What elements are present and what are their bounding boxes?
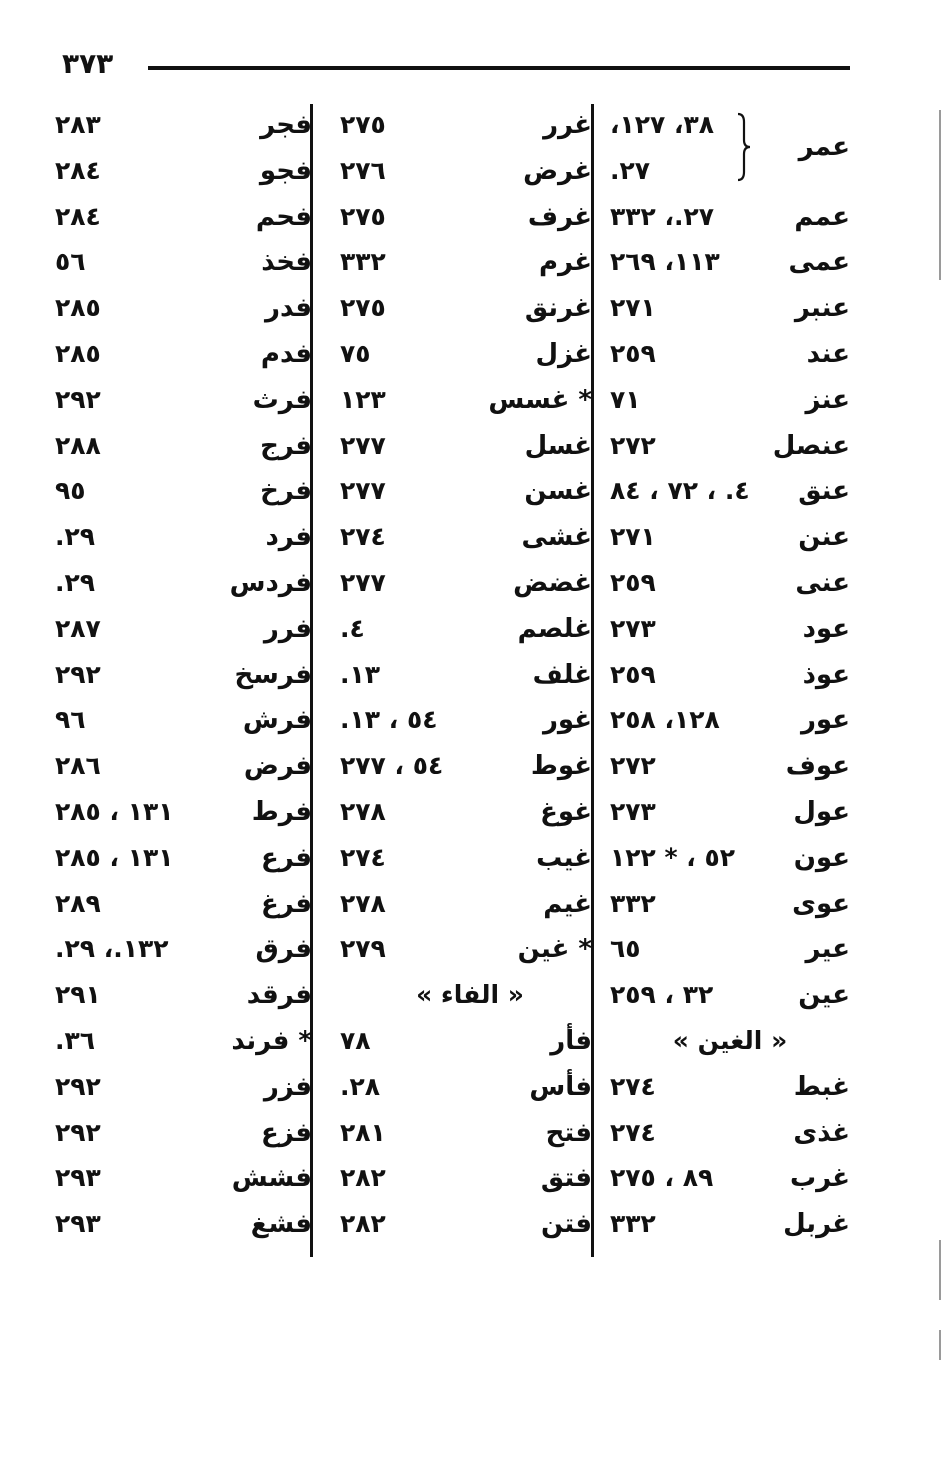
entry-word: فرخ: [260, 476, 312, 507]
index-entry: [340, 241, 600, 287]
index-entry: [55, 425, 320, 471]
entry-page-numbers: ٢٩٢: [55, 1071, 101, 1101]
index-entry: [55, 104, 320, 150]
index-entry: [610, 1066, 850, 1112]
entry-word: فزر: [263, 1071, 312, 1102]
entry-word: فرث: [252, 384, 312, 415]
entry-word: عند: [806, 338, 850, 369]
entry-word: عمر: [798, 132, 850, 162]
entry-page-numbers: ٢٧٨: [340, 796, 386, 826]
scan-edge-mark: [939, 1330, 941, 1360]
entry-word: فرط: [251, 796, 312, 827]
entry-page-numbers: ٧٥: [340, 338, 371, 368]
index-entry: [55, 379, 320, 425]
index-entry: [55, 287, 320, 333]
section-heading-row: [610, 1020, 850, 1066]
entry-word: فجو: [259, 155, 312, 186]
entry-page-numbers: ٥٤ ، ١٣.: [340, 705, 438, 735]
entry-word: غسن: [524, 476, 592, 507]
entry-page-numbers: ٢٨٦: [55, 751, 101, 781]
entry-word: عود: [802, 613, 850, 644]
index-entry: [55, 1020, 320, 1066]
entry-page-numbers: ٢٥٩: [610, 338, 656, 368]
index-entry: [55, 196, 320, 242]
section-heading: « الغين »: [672, 1025, 788, 1055]
entry-word: غيم: [543, 888, 592, 919]
index-entry: [340, 333, 600, 379]
entry-page-numbers: ١٣٢.، ٢٩.: [55, 934, 169, 964]
entry-word: فشش: [231, 1163, 312, 1194]
entry-word: غرر: [543, 110, 592, 140]
entry-word: فتق: [540, 1163, 592, 1194]
index-entry: [610, 287, 850, 333]
index-entry: [610, 196, 850, 242]
entry-page-numbers: ٧١: [610, 384, 641, 414]
entry-word: غرم: [539, 247, 592, 278]
entry-page-numbers: ٢٧٣: [610, 796, 656, 826]
entry-word: غوط: [530, 751, 592, 782]
index-entry: [340, 287, 600, 333]
entry-page-numbers: ٢٨٢: [340, 1163, 386, 1193]
entry-page-numbers: ٢٩.: [55, 567, 96, 597]
index-entry: [55, 928, 320, 974]
entry-page-numbers: ٢٨١: [340, 1117, 386, 1147]
index-entry: [610, 974, 850, 1020]
entry-page-numbers: ١٢٨، ٢٥٨: [610, 705, 720, 735]
index-entry: [55, 974, 320, 1020]
entry-word: فزع: [261, 1117, 312, 1148]
entry-page-numbers: ٤.: [340, 613, 365, 643]
entry-word: غزل: [535, 338, 592, 369]
index-entry: [55, 837, 320, 883]
entry-page-numbers: ٢٧٦: [340, 155, 386, 185]
entry-word: عين: [798, 980, 850, 1011]
index-entry: [610, 333, 850, 379]
index-entry: [610, 928, 850, 974]
entry-word: غرنق: [524, 293, 592, 324]
entry-word: فرسخ: [234, 659, 312, 690]
index-entry: [340, 1066, 600, 1112]
entry-word: عوى: [792, 888, 850, 919]
entry-word: فرق: [255, 934, 312, 965]
entry-page-numbers-continued: ٢٧.: [610, 156, 651, 185]
entry-word: غرض: [523, 155, 592, 186]
index-entry: [55, 150, 320, 196]
entry-word: غربل: [783, 1209, 850, 1240]
index-entry: [340, 470, 600, 516]
index-entry: [610, 104, 850, 196]
index-entry: [340, 791, 600, 837]
entry-page-numbers: ٢٥٩: [610, 659, 656, 689]
entry-word: * فرند: [231, 1025, 312, 1056]
entry-page-numbers: ٥٤ ، ٢٧٧: [340, 751, 444, 781]
entry-page-numbers: ٢٧٤: [610, 1117, 656, 1147]
entry-word: عنصل: [772, 430, 850, 461]
header-rule: [148, 66, 850, 70]
entry-page-numbers: ٢٧٤: [340, 842, 386, 872]
index-entry: [55, 745, 320, 791]
entry-word: فجر: [260, 110, 312, 140]
index-entry: [610, 883, 850, 929]
index-entry: [610, 1157, 850, 1203]
index-entry: [610, 1112, 850, 1158]
index-entry: [610, 1203, 850, 1249]
entry-page-numbers: ٢٧٧: [340, 567, 386, 597]
section-heading-row: [340, 974, 600, 1020]
index-entry: [340, 1020, 600, 1066]
index-entry: [55, 608, 320, 654]
entry-page-numbers: ٢٩٢: [55, 659, 101, 689]
index-entry: [340, 379, 600, 425]
entry-page-numbers: ٢٧٥: [340, 110, 386, 139]
entry-page-numbers: ٢٩٣: [55, 1163, 101, 1193]
entry-page-numbers: ١١٣، ٢٦٩: [610, 247, 720, 277]
index-entry: [55, 1066, 320, 1112]
entry-word: عون: [793, 842, 850, 873]
entry-page-numbers: ٢٧٥: [340, 201, 386, 231]
index-entry: [610, 699, 850, 745]
index-entry: [340, 928, 600, 974]
page-number: ٣٧٣: [62, 47, 114, 80]
entry-page-numbers: ٢٩٢: [55, 1117, 101, 1147]
index-entry: [55, 516, 320, 562]
section-heading: « الفاء »: [416, 980, 524, 1010]
index-entry: [340, 425, 600, 471]
entry-word: فتح: [545, 1117, 592, 1148]
entry-word: فحم: [255, 201, 312, 232]
index-entry: [340, 654, 600, 700]
entry-page-numbers: ٣٣٢: [610, 1209, 656, 1239]
entry-word: عنن: [798, 522, 850, 553]
entry-word: فشغ: [250, 1209, 312, 1240]
entry-word: فرغ: [261, 888, 312, 919]
index-entry: [340, 1203, 600, 1249]
index-entry: [340, 608, 600, 654]
entry-page-numbers: ٢٨٨: [55, 430, 101, 460]
index-column-left: [55, 104, 320, 1249]
entry-page-numbers: ٢٨٧: [55, 613, 101, 643]
entry-word: فخذ: [261, 247, 312, 278]
index-entry: [610, 425, 850, 471]
entry-word: غور: [542, 705, 592, 736]
entry-word: غرب: [789, 1163, 850, 1194]
index-entry: [340, 562, 600, 608]
index-entry: [340, 837, 600, 883]
entry-page-numbers: ٢٨٣: [55, 110, 101, 139]
entry-word: غضض: [513, 567, 592, 598]
entry-word: عنبر: [794, 293, 850, 324]
entry-page-numbers: ١٣.: [340, 659, 381, 689]
entry-word: فرر: [263, 613, 312, 644]
entry-page-numbers: ٢٧٧: [340, 476, 386, 506]
entry-page-numbers: ١٣١ ، ٢٨٥: [55, 796, 174, 826]
entry-word: غوغ: [540, 796, 592, 827]
index-entry: [55, 241, 320, 287]
entry-word: عنق: [798, 476, 850, 507]
entry-word: غسل: [524, 430, 592, 461]
entry-page-numbers: ٩٦: [55, 705, 86, 735]
entry-word: عوف: [785, 751, 850, 782]
entry-page-numbers: ٢٩.: [55, 522, 96, 552]
entry-page-numbers: ٢٨٤: [55, 201, 101, 231]
entry-page-numbers: ٢٧٨: [340, 888, 386, 918]
scan-edge-mark: [939, 110, 941, 280]
index-entry: [340, 516, 600, 562]
entry-page-numbers: ٢٧٤: [340, 522, 386, 552]
entry-page-numbers: ٦٥: [610, 934, 641, 964]
entry-page-numbers: ٣٢ ، ٢٥٩: [610, 980, 714, 1010]
entry-page-numbers: ٨٩ ، ٢٧٥: [610, 1163, 714, 1193]
entry-page-numbers: ٢٧٥: [340, 293, 386, 323]
entry-page-numbers: ٢٨٥: [55, 338, 101, 368]
entry-page-numbers: ٢٧١: [610, 293, 656, 323]
index-entry: [610, 791, 850, 837]
entry-page-numbers: ٢٧٢: [610, 430, 656, 460]
index-entry: [610, 745, 850, 791]
scan-edge-mark: [939, 1240, 941, 1300]
entry-word: غرف: [527, 201, 592, 232]
entry-word: فرع: [261, 842, 312, 873]
entry-page-numbers: ٣٨، ١٢٧،: [610, 110, 715, 139]
entry-word: عوذ: [802, 659, 850, 690]
entry-word: فأس: [529, 1071, 592, 1102]
index-entry: [610, 241, 850, 287]
index-entry: [55, 1203, 320, 1249]
index-entry: [55, 791, 320, 837]
entry-word: فدر: [264, 293, 312, 324]
entry-page-numbers: ٢٧٩: [340, 934, 386, 964]
entry-page-numbers: ٢٩٢: [55, 384, 101, 414]
entry-page-numbers: ٢٨٢: [340, 1209, 386, 1239]
index-entry: [610, 608, 850, 654]
index-entry: [610, 516, 850, 562]
entry-page-numbers: ٥٦: [55, 247, 86, 277]
entry-page-numbers: ٢٧١: [610, 522, 656, 552]
entry-word: غلصم: [517, 613, 592, 644]
index-entry: [340, 150, 600, 196]
entry-page-numbers: ٢٧٣: [610, 613, 656, 643]
entry-page-numbers: ٢٨.: [340, 1071, 381, 1101]
index-entry: [610, 654, 850, 700]
entry-word: عنى: [795, 567, 850, 598]
index-entry: [340, 196, 600, 242]
entry-word: فرج: [260, 430, 312, 461]
curly-brace-icon: [734, 112, 752, 182]
entry-word: غيب: [536, 842, 592, 873]
index-entry: [610, 562, 850, 608]
entry-page-numbers: ١٢٣: [340, 384, 386, 414]
entry-page-numbers: ٣٣٢: [340, 247, 386, 277]
entry-word: عمى: [788, 247, 850, 278]
entry-page-numbers: ٢٩١: [55, 980, 101, 1010]
entry-word: فرد: [265, 522, 312, 553]
entry-page-numbers: ٢٨٤: [55, 155, 101, 185]
index-entry: [610, 837, 850, 883]
entry-word: غذى: [793, 1117, 850, 1148]
entry-page-numbers: ٢٨٥: [55, 293, 101, 323]
entry-word: * غسس: [488, 384, 592, 415]
index-entry: [340, 1112, 600, 1158]
index-column-right: [610, 104, 850, 1249]
entry-word: عور: [800, 705, 850, 736]
index-entry: [55, 883, 320, 929]
entry-page-numbers: ١٣١ ، ٢٨٥: [55, 842, 174, 872]
entry-word: عنز: [805, 384, 850, 415]
entry-word: عمم: [794, 201, 850, 232]
entry-word: فأر: [550, 1025, 592, 1056]
entry-page-numbers: ٣٦.: [55, 1025, 96, 1055]
entry-page-numbers: ٢٥٩: [610, 567, 656, 597]
index-entry: [610, 470, 850, 516]
index-entry: [340, 1157, 600, 1203]
entry-page-numbers: ٩٥: [55, 476, 86, 506]
entry-word: * غين: [517, 934, 592, 965]
index-entry: [340, 104, 600, 150]
index-entry: [55, 654, 320, 700]
index-entry: [55, 470, 320, 516]
entry-page-numbers: ٢٧٤: [610, 1071, 656, 1101]
entry-word: غبط: [793, 1071, 850, 1102]
entry-page-numbers: ٣٣٢: [610, 888, 656, 918]
index-entry: [55, 1157, 320, 1203]
entry-page-numbers: ٧٨: [340, 1025, 371, 1055]
entry-page-numbers: ٢٧٢: [610, 751, 656, 781]
index-entry: [55, 1112, 320, 1158]
entry-page-numbers: ٢٩٣: [55, 1209, 101, 1239]
entry-word: فدم: [260, 338, 312, 369]
entry-word: غلف: [532, 659, 592, 690]
entry-word: فرض: [243, 751, 312, 782]
entry-word: عول: [793, 796, 850, 827]
index-entry: [55, 562, 320, 608]
entry-page-numbers: ٢٧.، ٣٣٢: [610, 201, 715, 231]
index-entry: [340, 699, 600, 745]
entry-word: فتن: [540, 1209, 592, 1240]
entry-word: غشى: [521, 522, 592, 553]
entry-page-numbers: ٤. ، ٧٢ ، ٨٤: [610, 476, 750, 506]
index-entry: [340, 745, 600, 791]
index-entry: [340, 883, 600, 929]
index-entry: [610, 379, 850, 425]
index-entry: [55, 333, 320, 379]
entry-page-numbers: ٥٢ ، * ١٢٢: [610, 842, 735, 872]
entry-word: فرقد: [246, 980, 312, 1011]
entry-page-numbers: ٢٨٩: [55, 888, 101, 918]
index-entry: [55, 699, 320, 745]
entry-word: فرش: [242, 705, 312, 736]
entry-word: عير: [805, 934, 850, 965]
index-column-middle: [340, 104, 600, 1249]
entry-word: فردس: [229, 567, 312, 598]
entry-page-numbers: ٢٧٧: [340, 430, 386, 460]
